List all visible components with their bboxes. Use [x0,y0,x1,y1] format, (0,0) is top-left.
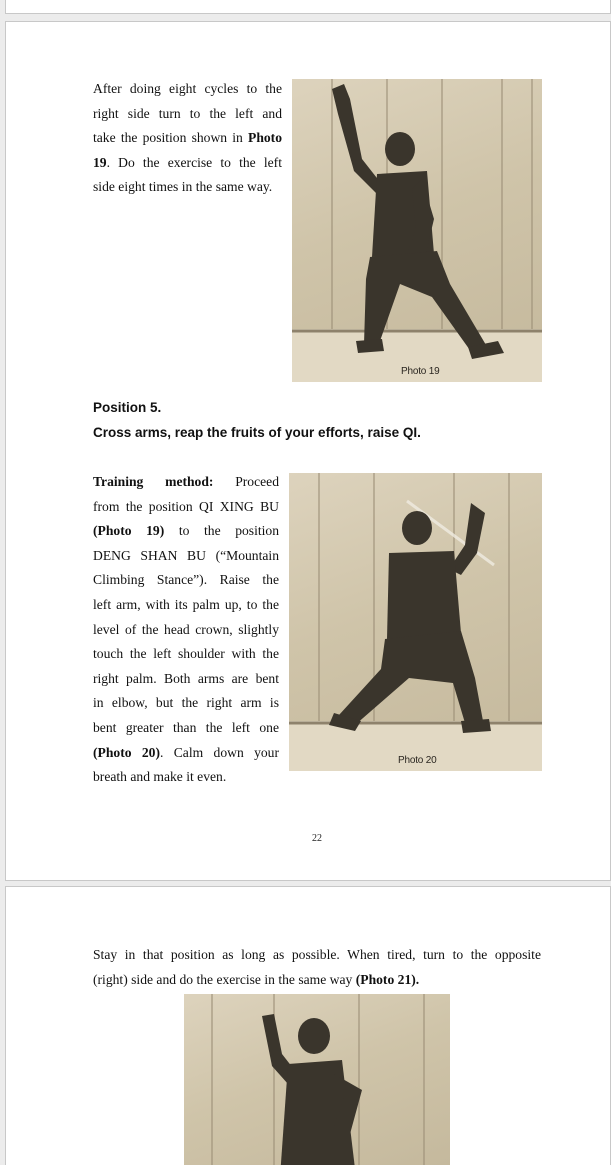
previous-page-edge [5,0,611,14]
photo-19-caption: Photo 19 [401,366,440,377]
closing-paragraph: Stay in that position as long as possible. When tired, turn to the opposite (right) side and do the exercise in the same way (Photo 21). [93,947,541,987]
photo-person-stance-icon [184,994,450,1165]
position-title: Cross arms, reap the fruits of your efforts, raise QI. [93,425,421,440]
page-number: 22 [312,833,322,844]
photo-person-stance-icon [289,473,542,771]
photo-19 [292,79,542,382]
training-method-paragraph: Training method: Proceed from the position QI XING BU (Photo 19) to the position DENG SHAN BU (“Mountain Climbing Stance”). Raise the left arm, with its palm up, to the level of the head crown, slightly touch the left shoulder with the right palm. Both arms are bent in elbow, but the right arm is bent greater than the left one (Photo 20). Calm down your breath and make it even. [93,474,280,785]
photo-person-stance-icon [292,79,542,382]
position-heading: Position 5. [93,400,162,415]
photo-21 [184,994,450,1165]
document-page-23 [5,886,611,1165]
photo-20-caption: Photo 20 [398,755,437,766]
intro-paragraph: After doing eight cycles to the right side turn to the left and take the position shown in Photo 19. Do the exercise to the left side eight times in the same way. [93,81,282,195]
document-page-22 [5,21,611,881]
photo-20 [289,473,542,771]
